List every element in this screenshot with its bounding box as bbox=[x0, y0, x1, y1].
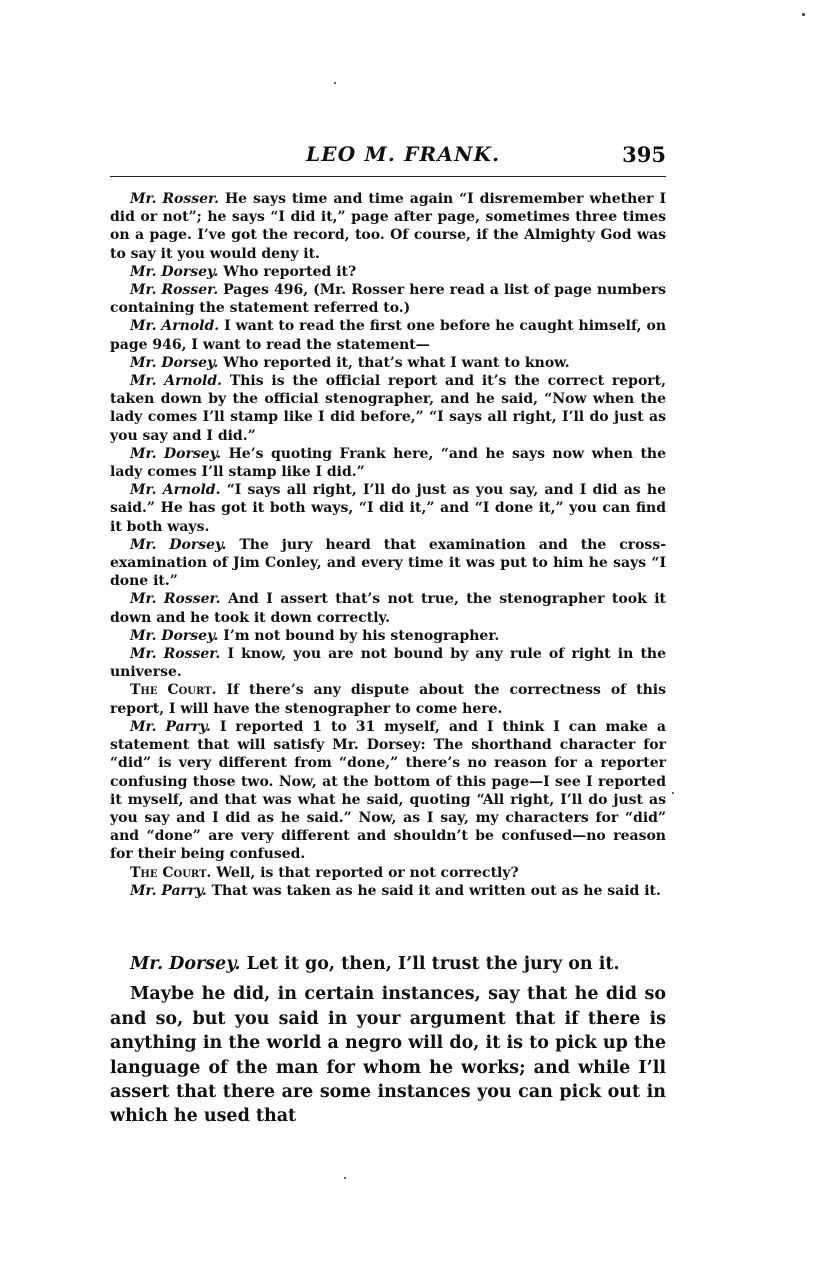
speaker-name: Mr. Rosser. bbox=[130, 646, 221, 663]
speaker-name: Mr. Arnold. bbox=[130, 318, 220, 335]
transcript-block bbox=[110, 190, 666, 900]
speech-text: That was taken as he said it and written out as he said it. bbox=[211, 882, 661, 899]
transcript-paragraph bbox=[110, 645, 666, 681]
speech-text: “I says all right, I’ll do just as you say, and I did as he said.” He has got it both ways, “I did it,” and “I done it,” you can find it both ways. bbox=[110, 482, 666, 535]
argument-paragraph: Maybe he did, in certain instances, say that he did so and so, but you said in your argument that if there is anything in the world a negro will do, it is to pick up the language of the man for whom he works; and while I’ll assert that there are some instances you can pick out in which he used that bbox=[110, 984, 666, 1127]
transcript-paragraph bbox=[110, 481, 666, 536]
transcript-paragraph bbox=[110, 263, 666, 281]
header-rule bbox=[110, 176, 666, 177]
transcript-paragraph bbox=[110, 718, 666, 864]
speaker-name: Mr. Rosser. bbox=[130, 191, 220, 207]
transcript-paragraph bbox=[110, 681, 666, 717]
print-speck bbox=[334, 82, 336, 84]
transcript-paragraph bbox=[110, 281, 666, 317]
speaker-name: Mr. Rosser. bbox=[130, 282, 219, 299]
running-head bbox=[110, 140, 666, 174]
speaker-name: Mr. Parry. bbox=[130, 882, 207, 899]
page-number: 395 bbox=[622, 142, 666, 167]
transcript-paragraph bbox=[110, 445, 666, 481]
speech-text: The jury heard that examination and the cross-examination of Jim Conley, and every time it was put to him he says “I done it.” bbox=[110, 536, 667, 590]
speaker-name: The Court. bbox=[130, 682, 217, 699]
speech-text: Pages 496, (Mr. Rosser here read a list of page numbers containing the statement referred to.) bbox=[110, 282, 667, 317]
speech-text: Who reported it, that’s what I want to know. bbox=[223, 354, 570, 371]
speaker-name: Mr. Dorsey. bbox=[130, 536, 227, 553]
speech-text: I know, you are not bound by any rule of right in the universe. bbox=[110, 646, 666, 681]
running-title: LEO M. FRANK. bbox=[306, 142, 501, 166]
speech-text: He says time and time again “I disremember whether I did or not”; he says “I did it,” page after page, sometimes three times on a page. I’ve got the record, too. Of course, if the Almighty God was to say it you would deny it. bbox=[110, 191, 667, 262]
print-speck bbox=[344, 1177, 346, 1179]
transcript-paragraph bbox=[110, 536, 666, 591]
transcript-paragraph bbox=[110, 354, 666, 372]
speech-text: He’s quoting Frank here, “and he says now when the lady comes I’ll stamp like I did.” bbox=[110, 445, 667, 481]
transcript-paragraph bbox=[110, 190, 666, 263]
transcript-paragraph bbox=[110, 317, 666, 353]
print-speck bbox=[672, 792, 674, 794]
speech-text: I’m not bound by his stenographer. bbox=[223, 627, 500, 644]
transcript-paragraph bbox=[110, 882, 666, 900]
speaker-name: Mr. Parry. bbox=[130, 718, 211, 735]
speaker-name: Mr. Dorsey. bbox=[130, 445, 222, 462]
speech-text: And I assert that’s not true, the stenographer took it down and he took it down correctly. bbox=[110, 591, 666, 626]
transcript-paragraph bbox=[110, 627, 666, 645]
speaker-name: The Court. bbox=[130, 864, 212, 881]
speech-text: This is the official report and it’s the correct report, taken down by the official stenographer, and he said, “Now when the lady comes I’ll stamp like I did before,” “I says all right, I’ll do just as you say and I did.” bbox=[110, 373, 667, 444]
argument-speaker: Mr. Dorsey. bbox=[130, 954, 241, 974]
transcript-paragraph bbox=[110, 590, 666, 626]
speech-text: If there’s any dispute about the correctness of this report, I will have the stenographer to come here. bbox=[110, 682, 667, 717]
argument-block bbox=[110, 952, 666, 1129]
speech-text: I want to read the first one before he caught himself, on page 946, I want to read the statement— bbox=[110, 318, 667, 353]
speaker-name: Mr. Dorsey. bbox=[130, 627, 219, 644]
argument-speaker-line bbox=[110, 952, 666, 976]
speech-text: I reported 1 to 31 myself, and I think I can make a statement that will satisfy Mr. Dorsey: The shorthand character for “did” is very different from “done,” there’s no reason for a reporter confusing those two. Now, at the bottom of this page—I see I reported it myself, and that was what he said, quoting “All right, I’ll do just as you say and I did as he said.” Now, as I say, my characters for “did” and “done” are very different and shouldn’t be confused—no reason for their being confused. bbox=[110, 718, 667, 863]
argument-first-line: Let it go, then, I’ll trust the jury on it. bbox=[246, 954, 620, 974]
speech-text: Who reported it? bbox=[223, 263, 357, 280]
speaker-name: Mr. Dorsey. bbox=[130, 354, 219, 371]
speaker-name: Mr. Arnold. bbox=[130, 373, 223, 390]
speaker-name: Mr. Arnold. bbox=[130, 482, 221, 499]
transcript-paragraph bbox=[110, 864, 666, 882]
transcript-paragraph bbox=[110, 372, 666, 445]
print-speck bbox=[802, 13, 805, 16]
speech-text: Well, is that reported or not correctly? bbox=[216, 864, 519, 881]
speaker-name: Mr. Rosser. bbox=[130, 591, 221, 608]
speaker-name: Mr. Dorsey. bbox=[130, 263, 219, 280]
